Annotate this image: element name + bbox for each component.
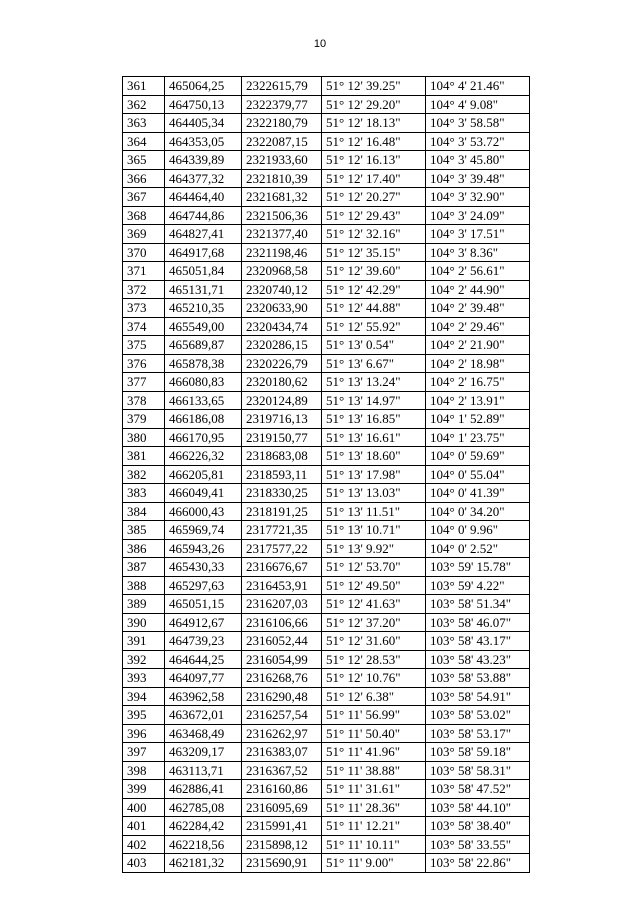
y-coordinate-cell: 2318191,25 bbox=[242, 502, 322, 521]
x-coordinate-cell: 464353,05 bbox=[165, 132, 242, 151]
point-number-cell: 399 bbox=[123, 780, 165, 799]
y-coordinate-cell: 2315690,91 bbox=[242, 854, 322, 873]
point-number-cell: 375 bbox=[123, 336, 165, 355]
y-coordinate-cell: 2321810,39 bbox=[242, 169, 322, 188]
table-row bbox=[123, 650, 530, 669]
longitude-cell: 103° 58' 33.55" bbox=[426, 835, 530, 854]
longitude-cell: 104° 0' 34.20" bbox=[426, 502, 530, 521]
y-coordinate-cell: 2321377,40 bbox=[242, 225, 322, 244]
table-row bbox=[123, 502, 530, 521]
point-number-cell: 367 bbox=[123, 188, 165, 207]
point-number-cell: 402 bbox=[123, 835, 165, 854]
x-coordinate-cell: 465549,00 bbox=[165, 317, 242, 336]
point-number-cell: 385 bbox=[123, 521, 165, 540]
x-coordinate-cell: 465064,25 bbox=[165, 77, 242, 96]
latitude-cell: 51° 12' 39.60" bbox=[322, 262, 426, 281]
y-coordinate-cell: 2316453,91 bbox=[242, 576, 322, 595]
longitude-cell: 104° 2' 16.75" bbox=[426, 373, 530, 392]
y-coordinate-cell: 2320633,90 bbox=[242, 299, 322, 318]
point-number-cell: 389 bbox=[123, 595, 165, 614]
x-coordinate-cell: 463468,49 bbox=[165, 724, 242, 743]
y-coordinate-cell: 2316257,54 bbox=[242, 706, 322, 725]
coordinates-table-body bbox=[123, 77, 530, 873]
point-number-cell: 384 bbox=[123, 502, 165, 521]
x-coordinate-cell: 464644,25 bbox=[165, 650, 242, 669]
table-row bbox=[123, 206, 530, 225]
x-coordinate-cell: 466133,65 bbox=[165, 391, 242, 410]
y-coordinate-cell: 2320180,62 bbox=[242, 373, 322, 392]
longitude-cell: 104° 3' 45.80" bbox=[426, 151, 530, 170]
longitude-cell: 103° 58' 22.86" bbox=[426, 854, 530, 873]
table-row bbox=[123, 354, 530, 373]
latitude-cell: 51° 12' 6.38" bbox=[322, 687, 426, 706]
latitude-cell: 51° 13' 0.54" bbox=[322, 336, 426, 355]
point-number-cell: 369 bbox=[123, 225, 165, 244]
point-number-cell: 394 bbox=[123, 687, 165, 706]
x-coordinate-cell: 464464,40 bbox=[165, 188, 242, 207]
x-coordinate-cell: 466186,08 bbox=[165, 410, 242, 429]
x-coordinate-cell: 464917,68 bbox=[165, 243, 242, 262]
point-number-cell: 365 bbox=[123, 151, 165, 170]
longitude-cell: 103° 58' 43.17" bbox=[426, 632, 530, 651]
x-coordinate-cell: 463672,01 bbox=[165, 706, 242, 725]
longitude-cell: 104° 3' 53.72" bbox=[426, 132, 530, 151]
latitude-cell: 51° 12' 44.88" bbox=[322, 299, 426, 318]
latitude-cell: 51° 11' 38.88" bbox=[322, 761, 426, 780]
y-coordinate-cell: 2316383,07 bbox=[242, 743, 322, 762]
longitude-cell: 103° 58' 53.02" bbox=[426, 706, 530, 725]
latitude-cell: 51° 12' 28.53" bbox=[322, 650, 426, 669]
coordinates-table bbox=[122, 76, 530, 873]
latitude-cell: 51° 12' 17.40" bbox=[322, 169, 426, 188]
x-coordinate-cell: 465878,38 bbox=[165, 354, 242, 373]
point-number-cell: 401 bbox=[123, 817, 165, 836]
latitude-cell: 51° 12' 42.29" bbox=[322, 280, 426, 299]
point-number-cell: 379 bbox=[123, 410, 165, 429]
table-row bbox=[123, 280, 530, 299]
longitude-cell: 104° 2' 21.90" bbox=[426, 336, 530, 355]
table-row bbox=[123, 77, 530, 96]
table-row bbox=[123, 225, 530, 244]
y-coordinate-cell: 2315898,12 bbox=[242, 835, 322, 854]
y-coordinate-cell: 2316268,76 bbox=[242, 669, 322, 688]
longitude-cell: 104° 3' 17.51" bbox=[426, 225, 530, 244]
latitude-cell: 51° 11' 31.61" bbox=[322, 780, 426, 799]
table-row bbox=[123, 465, 530, 484]
y-coordinate-cell: 2318683,08 bbox=[242, 447, 322, 466]
x-coordinate-cell: 466080,83 bbox=[165, 373, 242, 392]
table-row bbox=[123, 391, 530, 410]
table-row bbox=[123, 724, 530, 743]
x-coordinate-cell: 464097,77 bbox=[165, 669, 242, 688]
x-coordinate-cell: 463113,71 bbox=[165, 761, 242, 780]
latitude-cell: 51° 13' 14.97" bbox=[322, 391, 426, 410]
point-number-cell: 377 bbox=[123, 373, 165, 392]
longitude-cell: 103° 58' 47.52" bbox=[426, 780, 530, 799]
longitude-cell: 103° 58' 51.34" bbox=[426, 595, 530, 614]
point-number-cell: 395 bbox=[123, 706, 165, 725]
point-number-cell: 387 bbox=[123, 558, 165, 577]
table-row bbox=[123, 854, 530, 873]
y-coordinate-cell: 2316676,67 bbox=[242, 558, 322, 577]
y-coordinate-cell: 2320226,79 bbox=[242, 354, 322, 373]
point-number-cell: 400 bbox=[123, 798, 165, 817]
point-number-cell: 381 bbox=[123, 447, 165, 466]
table-row bbox=[123, 613, 530, 632]
y-coordinate-cell: 2322615,79 bbox=[242, 77, 322, 96]
table-row bbox=[123, 835, 530, 854]
longitude-cell: 103° 58' 46.07" bbox=[426, 613, 530, 632]
point-number-cell: 362 bbox=[123, 95, 165, 114]
x-coordinate-cell: 465430,33 bbox=[165, 558, 242, 577]
y-coordinate-cell: 2321198,46 bbox=[242, 243, 322, 262]
table-row bbox=[123, 428, 530, 447]
x-coordinate-cell: 465051,84 bbox=[165, 262, 242, 281]
longitude-cell: 104° 4' 9.08" bbox=[426, 95, 530, 114]
y-coordinate-cell: 2318330,25 bbox=[242, 484, 322, 503]
latitude-cell: 51° 12' 16.48" bbox=[322, 132, 426, 151]
latitude-cell: 51° 12' 20.27" bbox=[322, 188, 426, 207]
x-coordinate-cell: 465210,35 bbox=[165, 299, 242, 318]
x-coordinate-cell: 464827,41 bbox=[165, 225, 242, 244]
table-row bbox=[123, 558, 530, 577]
y-coordinate-cell: 2316054,99 bbox=[242, 650, 322, 669]
point-number-cell: 383 bbox=[123, 484, 165, 503]
latitude-cell: 51° 11' 12.21" bbox=[322, 817, 426, 836]
longitude-cell: 104° 3' 39.48" bbox=[426, 169, 530, 188]
table-row bbox=[123, 632, 530, 651]
page-number: 10 bbox=[313, 38, 327, 50]
longitude-cell: 103° 58' 53.88" bbox=[426, 669, 530, 688]
y-coordinate-cell: 2322379,77 bbox=[242, 95, 322, 114]
point-number-cell: 370 bbox=[123, 243, 165, 262]
x-coordinate-cell: 464750,13 bbox=[165, 95, 242, 114]
longitude-cell: 104° 2' 56.61" bbox=[426, 262, 530, 281]
point-number-cell: 364 bbox=[123, 132, 165, 151]
table-row bbox=[123, 262, 530, 281]
longitude-cell: 104° 3' 32.90" bbox=[426, 188, 530, 207]
longitude-cell: 104° 1' 52.89" bbox=[426, 410, 530, 429]
y-coordinate-cell: 2315991,41 bbox=[242, 817, 322, 836]
longitude-cell: 103° 58' 58.31" bbox=[426, 761, 530, 780]
point-number-cell: 380 bbox=[123, 428, 165, 447]
table-row bbox=[123, 761, 530, 780]
point-number-cell: 398 bbox=[123, 761, 165, 780]
latitude-cell: 51° 13' 10.71" bbox=[322, 521, 426, 540]
table-row bbox=[123, 317, 530, 336]
latitude-cell: 51° 12' 18.13" bbox=[322, 114, 426, 133]
longitude-cell: 103° 58' 44.10" bbox=[426, 798, 530, 817]
point-number-cell: 374 bbox=[123, 317, 165, 336]
x-coordinate-cell: 466170,95 bbox=[165, 428, 242, 447]
latitude-cell: 51° 13' 13.24" bbox=[322, 373, 426, 392]
x-coordinate-cell: 462785,08 bbox=[165, 798, 242, 817]
y-coordinate-cell: 2316367,52 bbox=[242, 761, 322, 780]
table-row bbox=[123, 743, 530, 762]
latitude-cell: 51° 13' 13.03" bbox=[322, 484, 426, 503]
table-row bbox=[123, 798, 530, 817]
table-row bbox=[123, 336, 530, 355]
latitude-cell: 51° 11' 41.96" bbox=[322, 743, 426, 762]
x-coordinate-cell: 466049,41 bbox=[165, 484, 242, 503]
table-row bbox=[123, 521, 530, 540]
point-number-cell: 396 bbox=[123, 724, 165, 743]
y-coordinate-cell: 2321933,60 bbox=[242, 151, 322, 170]
latitude-cell: 51° 11' 28.36" bbox=[322, 798, 426, 817]
point-number-cell: 368 bbox=[123, 206, 165, 225]
point-number-cell: 391 bbox=[123, 632, 165, 651]
table-row bbox=[123, 410, 530, 429]
x-coordinate-cell: 462886,41 bbox=[165, 780, 242, 799]
point-number-cell: 372 bbox=[123, 280, 165, 299]
longitude-cell: 104° 0' 2.52" bbox=[426, 539, 530, 558]
longitude-cell: 103° 58' 43.23" bbox=[426, 650, 530, 669]
latitude-cell: 51° 12' 37.20" bbox=[322, 613, 426, 632]
latitude-cell: 51° 12' 41.63" bbox=[322, 595, 426, 614]
x-coordinate-cell: 464739,23 bbox=[165, 632, 242, 651]
table-row bbox=[123, 95, 530, 114]
point-number-cell: 392 bbox=[123, 650, 165, 669]
x-coordinate-cell: 462218,56 bbox=[165, 835, 242, 854]
point-number-cell: 361 bbox=[123, 77, 165, 96]
x-coordinate-cell: 464377,32 bbox=[165, 169, 242, 188]
table-row bbox=[123, 188, 530, 207]
longitude-cell: 104° 3' 24.09" bbox=[426, 206, 530, 225]
table-row bbox=[123, 243, 530, 262]
y-coordinate-cell: 2319716,13 bbox=[242, 410, 322, 429]
table-row bbox=[123, 595, 530, 614]
y-coordinate-cell: 2318593,11 bbox=[242, 465, 322, 484]
y-coordinate-cell: 2317577,22 bbox=[242, 539, 322, 558]
x-coordinate-cell: 466226,32 bbox=[165, 447, 242, 466]
y-coordinate-cell: 2316052,44 bbox=[242, 632, 322, 651]
longitude-cell: 104° 2' 18.98" bbox=[426, 354, 530, 373]
point-number-cell: 366 bbox=[123, 169, 165, 188]
latitude-cell: 51° 13' 11.51" bbox=[322, 502, 426, 521]
y-coordinate-cell: 2316095,69 bbox=[242, 798, 322, 817]
y-coordinate-cell: 2317721,35 bbox=[242, 521, 322, 540]
table-row bbox=[123, 169, 530, 188]
longitude-cell: 103° 59' 4.22" bbox=[426, 576, 530, 595]
y-coordinate-cell: 2316160,86 bbox=[242, 780, 322, 799]
longitude-cell: 104° 2' 39.48" bbox=[426, 299, 530, 318]
x-coordinate-cell: 466000,43 bbox=[165, 502, 242, 521]
latitude-cell: 51° 12' 10.76" bbox=[322, 669, 426, 688]
longitude-cell: 104° 2' 13.91" bbox=[426, 391, 530, 410]
longitude-cell: 104° 1' 23.75" bbox=[426, 428, 530, 447]
x-coordinate-cell: 465943,26 bbox=[165, 539, 242, 558]
latitude-cell: 51° 12' 31.60" bbox=[322, 632, 426, 651]
point-number-cell: 363 bbox=[123, 114, 165, 133]
latitude-cell: 51° 13' 6.67" bbox=[322, 354, 426, 373]
latitude-cell: 51° 12' 55.92" bbox=[322, 317, 426, 336]
x-coordinate-cell: 465051,15 bbox=[165, 595, 242, 614]
longitude-cell: 104° 3' 58.58" bbox=[426, 114, 530, 133]
y-coordinate-cell: 2319150,77 bbox=[242, 428, 322, 447]
table-row bbox=[123, 447, 530, 466]
x-coordinate-cell: 463962,58 bbox=[165, 687, 242, 706]
y-coordinate-cell: 2320124,89 bbox=[242, 391, 322, 410]
x-coordinate-cell: 462181,32 bbox=[165, 854, 242, 873]
x-coordinate-cell: 464912,67 bbox=[165, 613, 242, 632]
latitude-cell: 51° 12' 53.70" bbox=[322, 558, 426, 577]
point-number-cell: 386 bbox=[123, 539, 165, 558]
y-coordinate-cell: 2321681,32 bbox=[242, 188, 322, 207]
point-number-cell: 376 bbox=[123, 354, 165, 373]
point-number-cell: 393 bbox=[123, 669, 165, 688]
latitude-cell: 51° 12' 39.25" bbox=[322, 77, 426, 96]
latitude-cell: 51° 13' 16.61" bbox=[322, 428, 426, 447]
latitude-cell: 51° 11' 10.11" bbox=[322, 835, 426, 854]
x-coordinate-cell: 465689,87 bbox=[165, 336, 242, 355]
y-coordinate-cell: 2316106,66 bbox=[242, 613, 322, 632]
table-row bbox=[123, 706, 530, 725]
latitude-cell: 51° 13' 9.92" bbox=[322, 539, 426, 558]
point-number-cell: 388 bbox=[123, 576, 165, 595]
latitude-cell: 51° 13' 18.60" bbox=[322, 447, 426, 466]
table-row bbox=[123, 687, 530, 706]
latitude-cell: 51° 12' 16.13" bbox=[322, 151, 426, 170]
longitude-cell: 104° 3' 8.36" bbox=[426, 243, 530, 262]
latitude-cell: 51° 12' 29.43" bbox=[322, 206, 426, 225]
x-coordinate-cell: 464405,34 bbox=[165, 114, 242, 133]
longitude-cell: 104° 2' 44.90" bbox=[426, 280, 530, 299]
longitude-cell: 104° 0' 55.04" bbox=[426, 465, 530, 484]
table-row bbox=[123, 539, 530, 558]
x-coordinate-cell: 465131,71 bbox=[165, 280, 242, 299]
latitude-cell: 51° 12' 29.20" bbox=[322, 95, 426, 114]
point-number-cell: 382 bbox=[123, 465, 165, 484]
table-row bbox=[123, 114, 530, 133]
latitude-cell: 51° 13' 17.98" bbox=[322, 465, 426, 484]
point-number-cell: 397 bbox=[123, 743, 165, 762]
y-coordinate-cell: 2320740,12 bbox=[242, 280, 322, 299]
longitude-cell: 104° 0' 59.69" bbox=[426, 447, 530, 466]
latitude-cell: 51° 11' 50.40" bbox=[322, 724, 426, 743]
latitude-cell: 51° 13' 16.85" bbox=[322, 410, 426, 429]
point-number-cell: 378 bbox=[123, 391, 165, 410]
point-number-cell: 373 bbox=[123, 299, 165, 318]
latitude-cell: 51° 11' 56.99" bbox=[322, 706, 426, 725]
table-row bbox=[123, 576, 530, 595]
longitude-cell: 104° 0' 9.96" bbox=[426, 521, 530, 540]
longitude-cell: 103° 58' 53.17" bbox=[426, 724, 530, 743]
x-coordinate-cell: 463209,17 bbox=[165, 743, 242, 762]
table-row bbox=[123, 299, 530, 318]
y-coordinate-cell: 2320434,74 bbox=[242, 317, 322, 336]
y-coordinate-cell: 2316290,48 bbox=[242, 687, 322, 706]
longitude-cell: 104° 4' 21.46" bbox=[426, 77, 530, 96]
table-row bbox=[123, 780, 530, 799]
x-coordinate-cell: 464744,86 bbox=[165, 206, 242, 225]
x-coordinate-cell: 462284,42 bbox=[165, 817, 242, 836]
table-row bbox=[123, 669, 530, 688]
point-number-cell: 371 bbox=[123, 262, 165, 281]
latitude-cell: 51° 12' 32.16" bbox=[322, 225, 426, 244]
longitude-cell: 103° 58' 59.18" bbox=[426, 743, 530, 762]
longitude-cell: 103° 59' 15.78" bbox=[426, 558, 530, 577]
latitude-cell: 51° 12' 49.50" bbox=[322, 576, 426, 595]
point-number-cell: 390 bbox=[123, 613, 165, 632]
y-coordinate-cell: 2322180,79 bbox=[242, 114, 322, 133]
y-coordinate-cell: 2320968,58 bbox=[242, 262, 322, 281]
point-number-cell: 403 bbox=[123, 854, 165, 873]
table-row bbox=[123, 151, 530, 170]
longitude-cell: 103° 58' 38.40" bbox=[426, 817, 530, 836]
table-row bbox=[123, 132, 530, 151]
longitude-cell: 103° 58' 54.91" bbox=[426, 687, 530, 706]
x-coordinate-cell: 466205,81 bbox=[165, 465, 242, 484]
x-coordinate-cell: 464339,89 bbox=[165, 151, 242, 170]
y-coordinate-cell: 2320286,15 bbox=[242, 336, 322, 355]
y-coordinate-cell: 2316262,97 bbox=[242, 724, 322, 743]
table-row bbox=[123, 373, 530, 392]
y-coordinate-cell: 2316207,03 bbox=[242, 595, 322, 614]
y-coordinate-cell: 2321506,36 bbox=[242, 206, 322, 225]
x-coordinate-cell: 465969,74 bbox=[165, 521, 242, 540]
latitude-cell: 51° 11' 9.00" bbox=[322, 854, 426, 873]
y-coordinate-cell: 2322087,15 bbox=[242, 132, 322, 151]
table-row bbox=[123, 484, 530, 503]
x-coordinate-cell: 465297,63 bbox=[165, 576, 242, 595]
longitude-cell: 104° 0' 41.39" bbox=[426, 484, 530, 503]
latitude-cell: 51° 12' 35.15" bbox=[322, 243, 426, 262]
table-row bbox=[123, 817, 530, 836]
longitude-cell: 104° 2' 29.46" bbox=[426, 317, 530, 336]
